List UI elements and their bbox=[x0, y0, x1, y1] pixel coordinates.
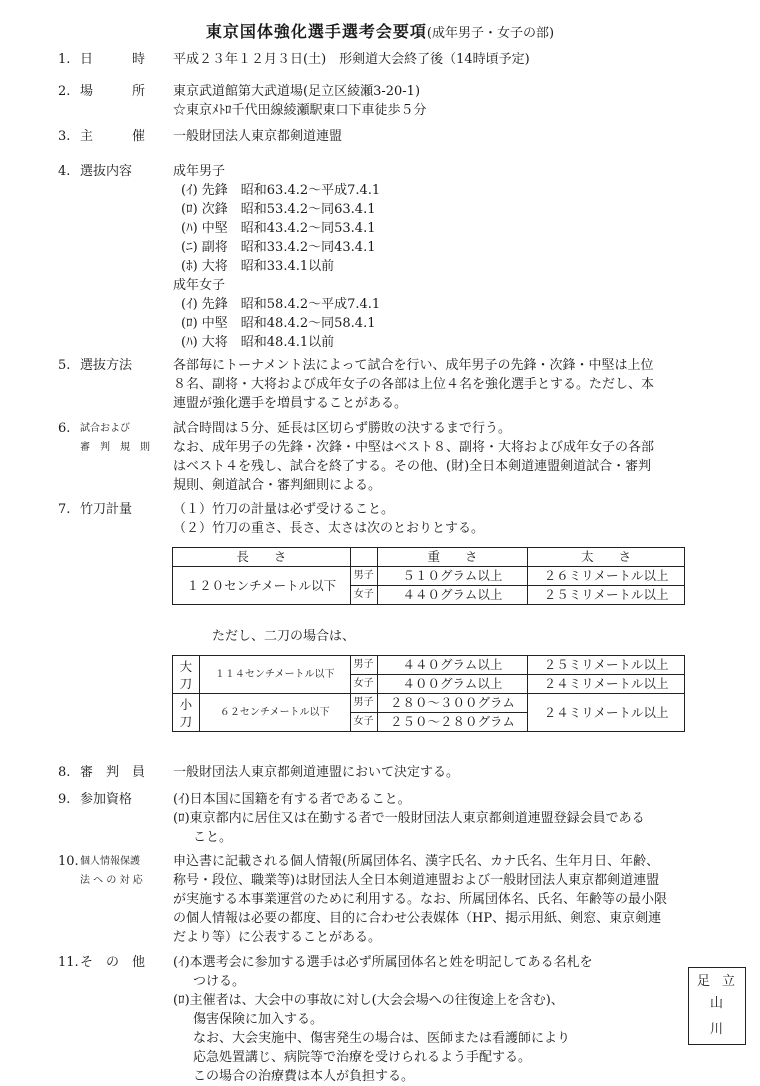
section-number: 9. bbox=[58, 792, 71, 807]
gender-women: 女子 bbox=[350, 713, 377, 732]
section-selection-content bbox=[58, 162, 708, 352]
shoto-label bbox=[173, 694, 200, 732]
other-line: つける。 bbox=[193, 974, 246, 989]
venue-line: 東京武道館第大武道場(足立区綾瀬3-20-1) bbox=[173, 84, 421, 99]
daito-men-thickness: ２５ミリメートル以上 bbox=[528, 656, 685, 675]
stamp-char: 立 bbox=[722, 974, 736, 989]
section-number: 7. bbox=[58, 502, 71, 517]
daito-women-weight: ４００グラム以上 bbox=[377, 675, 528, 694]
daito-text: 大刀 bbox=[179, 658, 193, 691]
shoto-women-weight: ２５０～２８０グラム bbox=[377, 713, 528, 732]
other-line: 傷害保険に加入する。 bbox=[193, 1012, 324, 1027]
other-line: (ﾛ)主催者は、大会中の事故に対し(大会会場への往復途上を含む)、 bbox=[173, 993, 564, 1008]
section-label bbox=[80, 852, 168, 890]
section-label: 参加資格 bbox=[80, 792, 133, 807]
men-thickness: ２６ミリメートル以上 bbox=[528, 567, 685, 586]
section-number: 5. bbox=[58, 358, 71, 373]
shoto-thickness: ２４ミリメートル以上 bbox=[528, 694, 685, 732]
label-line: 法 へ の 対 応 bbox=[80, 875, 143, 886]
header-length: 長 さ bbox=[173, 548, 351, 567]
section-label: 主 催 bbox=[80, 129, 146, 144]
organizer-text: 一般財団法人東京都剣道連盟 bbox=[173, 129, 343, 144]
title-sub: (成年男子・女子の部) bbox=[426, 26, 555, 41]
women-division-item: (ｲ) 先鋒 昭和58.4.2～平成7.4.1 bbox=[181, 297, 381, 312]
women-division-item: (ﾛ) 中堅 昭和48.4.2～同58.4.1 bbox=[181, 316, 376, 331]
document-title bbox=[0, 22, 760, 43]
gender-men: 男子 bbox=[350, 567, 377, 586]
shoto-men-weight: ２８０～３００グラム bbox=[377, 694, 528, 713]
section-selection-method bbox=[58, 356, 708, 416]
shinai-rule-line: （１）竹刀の計量は必ず受けること。 bbox=[173, 502, 395, 517]
section-number: 8. bbox=[58, 765, 71, 780]
section-number: 6. bbox=[58, 421, 71, 436]
men-heading: 成年男子 bbox=[173, 164, 226, 179]
referees-text: 一般財団法人東京都剣道連盟において決定する。 bbox=[173, 765, 460, 780]
section-number: 2. bbox=[58, 84, 71, 99]
header-blank bbox=[350, 548, 377, 567]
men-division-item: (ﾛ) 次鋒 昭和53.4.2～同63.4.1 bbox=[181, 202, 376, 217]
privacy-line: の個人情報は必要の都度、目的に合わせ公表媒体（HP、掲示用紙、剣窓、東京剣連 bbox=[173, 911, 662, 926]
nito-note: ただし、二刀の場合は、 bbox=[212, 629, 356, 644]
length-value: １２０センチメートル以下 bbox=[173, 567, 351, 605]
men-division-item: (ﾊ) 中堅 昭和43.4.2～同53.4.1 bbox=[181, 221, 376, 236]
eligibility-line: (ｲ)日本国に国籍を有する者であること。 bbox=[173, 792, 411, 807]
eligibility-line: (ﾛ)東京都内に居住又は在勤する者で一般財団法人東京都剣道連盟登録会員である bbox=[173, 811, 645, 826]
other-line: なお、大会実施中、傷害発生の場合は、医師または看護師により bbox=[193, 1031, 571, 1046]
section-label bbox=[80, 419, 168, 457]
method-line: ８名、副将・大将および成年女子の各部は上位４名を強化選手とする。ただし、本 bbox=[173, 377, 655, 392]
section-privacy bbox=[58, 852, 708, 948]
gender-men: 男子 bbox=[350, 656, 377, 675]
men-division-item: (ﾆ) 副将 昭和33.4.2～同43.4.1 bbox=[181, 240, 376, 255]
header-thickness: 太 さ bbox=[528, 548, 685, 567]
section-number: 1. bbox=[58, 52, 71, 67]
stamp-char: 足 bbox=[697, 974, 711, 989]
section-match-rules bbox=[58, 419, 708, 499]
shoto-length: ６２センチメートル以下 bbox=[199, 694, 350, 732]
method-line: 各部毎にトーナメント法によって試合を行い、成年男子の先鋒・次鋒・中堅は上位 bbox=[173, 358, 654, 373]
section-label: 日 時 bbox=[80, 52, 146, 67]
label-line: 個人情報保護 bbox=[80, 856, 140, 867]
section-label: 竹刀計量 bbox=[80, 502, 133, 517]
gender-women: 女子 bbox=[350, 586, 377, 605]
stamp-char: 山 bbox=[710, 996, 724, 1011]
approval-stamp-box bbox=[688, 967, 746, 1045]
men-division-item: (ｲ) 先鋒 昭和63.4.2～平成7.4.1 bbox=[181, 183, 381, 198]
shinai-rule-line: （２）竹刀の重さ、長さ、太さは次のとおりとする。 bbox=[173, 521, 484, 536]
section-number: 11. bbox=[58, 955, 79, 970]
header-weight: 重 さ bbox=[377, 548, 528, 567]
section-number: 3. bbox=[58, 129, 71, 144]
section-number: 4. bbox=[58, 164, 71, 179]
section-shinai-measurement bbox=[58, 500, 708, 540]
other-line: 応急処置講じ、病院等で治療を受けられるよう手配する。 bbox=[193, 1050, 532, 1065]
men-weight: ５１０グラム以上 bbox=[377, 567, 528, 586]
rules-line: 規則、剣道試合・審判細則による。 bbox=[173, 478, 382, 493]
women-thickness: ２５ミリメートル以上 bbox=[528, 586, 685, 605]
privacy-line: 申込書に記載される個人情報(所属団体名、漢字氏名、カナ氏名、生年月日、年齢、 bbox=[173, 854, 660, 869]
method-line: 連盟が強化選手を増員することがある。 bbox=[173, 396, 408, 411]
label-line: 試合および bbox=[80, 423, 130, 434]
rules-line: 試合時間は５分、延長は区切らず勝敗の決するまで行う。 bbox=[173, 421, 512, 436]
section-number: 10. bbox=[58, 854, 79, 869]
section-label: 選抜方法 bbox=[80, 358, 133, 373]
section-label: 場 所 bbox=[80, 84, 146, 99]
privacy-line: だより等）に公表することがある。 bbox=[173, 930, 382, 945]
title-main: 東京国体強化選手選考会要項 bbox=[205, 22, 427, 41]
stamp-char: 川 bbox=[710, 1022, 724, 1037]
label-line: 審 判 規 則 bbox=[80, 442, 150, 453]
shoto-text: 小刀 bbox=[179, 696, 193, 729]
daito-women-thickness: ２４ミリメートル以上 bbox=[528, 675, 685, 694]
daito-label bbox=[173, 656, 200, 694]
women-division-item: (ﾊ) 大将 昭和48.4.1以前 bbox=[181, 335, 335, 350]
other-line: この場合の治療費は本人が負担する。 bbox=[193, 1069, 415, 1084]
section-referees bbox=[58, 763, 708, 783]
section-other bbox=[58, 953, 711, 1084]
daito-length: １１４センチメートル以下 bbox=[199, 656, 350, 694]
men-division-item: (ﾎ) 大将 昭和33.4.1以前 bbox=[181, 259, 335, 274]
section-organizer bbox=[58, 127, 708, 147]
privacy-line: 称号・段位、職業等)は財団法人全日本剣道連盟および一般財団法人東京都剣道連盟 bbox=[173, 873, 660, 888]
section-venue bbox=[58, 82, 708, 122]
privacy-line: が実施する本事業運営のために利用する。なお、所属団体名、氏名、年齢等の最小限 bbox=[173, 892, 668, 907]
section-eligibility bbox=[58, 790, 708, 850]
access-line: ☆東京ﾒﾄﾛ千代田線綾瀬駅東口下車徒歩５分 bbox=[173, 103, 427, 118]
gender-women: 女子 bbox=[350, 675, 377, 694]
gender-men: 男子 bbox=[350, 694, 377, 713]
shinai-spec-table bbox=[172, 547, 685, 605]
section-date bbox=[58, 50, 708, 70]
women-heading: 成年女子 bbox=[173, 278, 226, 293]
section-label: そ の 他 bbox=[80, 955, 146, 970]
section-label: 選抜内容 bbox=[80, 164, 133, 179]
women-weight: ４４０グラム以上 bbox=[377, 586, 528, 605]
rules-line: なお、成年男子の先鋒・次鋒・中堅はベスト８、副将・大将および成年女子の各部 bbox=[173, 440, 655, 455]
daito-men-weight: ４４０グラム以上 bbox=[377, 656, 528, 675]
date-text: 平成２３年１２月３日(土) 形剣道大会終了後（14時頃予定) bbox=[173, 52, 530, 67]
section-label: 審 判 員 bbox=[80, 765, 146, 780]
eligibility-line: こと。 bbox=[193, 830, 233, 845]
other-line: (ｲ)本選考会に参加する選手は必ず所属団体名と姓を明記してある名札を bbox=[173, 955, 593, 970]
nito-spec-table bbox=[172, 655, 685, 732]
rules-line: はベスト４を残し、試合を終了する。その他、(財)全日本剣道連盟剣道試合・審判 bbox=[173, 459, 652, 474]
